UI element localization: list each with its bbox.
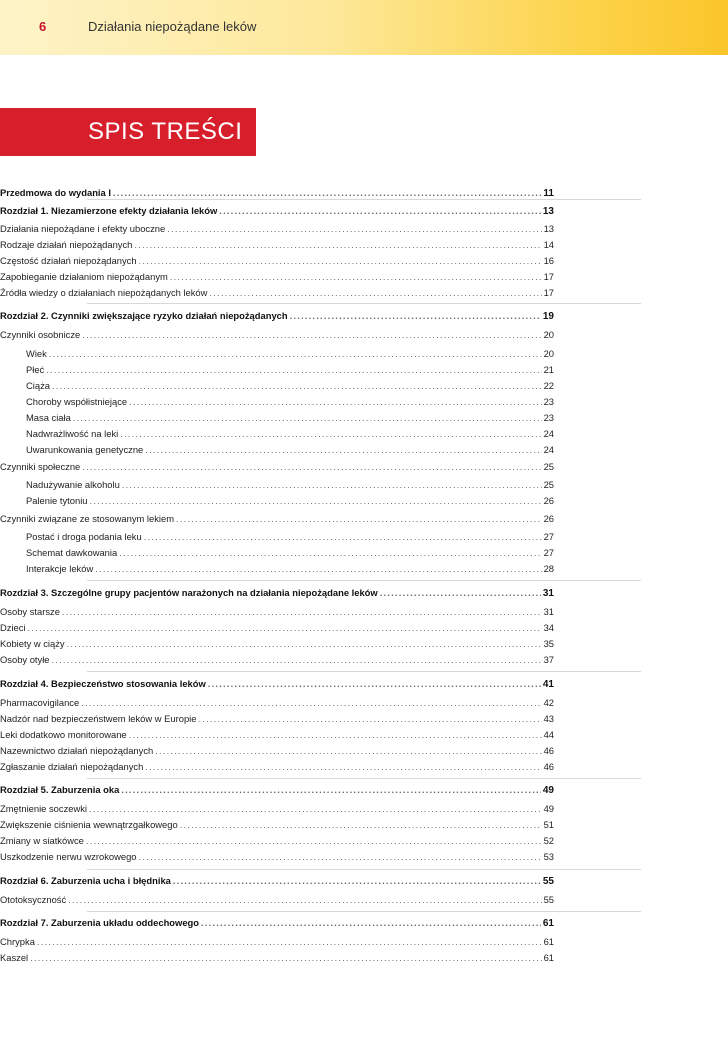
toc-leader-dots bbox=[37, 935, 542, 949]
toc-entry-label: Ciąża bbox=[26, 380, 50, 391]
toc-entry-page: 26 bbox=[543, 513, 554, 524]
toc-entry-label: Działania niepożądane i efekty uboczne bbox=[0, 223, 166, 234]
toc-leader-dots bbox=[49, 347, 542, 361]
title-banner bbox=[0, 108, 256, 156]
toc-subsection-entry[interactable] bbox=[26, 494, 554, 508]
toc-entry-page: 55 bbox=[542, 876, 554, 887]
page-number: 6 bbox=[39, 19, 47, 34]
toc-entry-page: 49 bbox=[542, 785, 554, 796]
toc-entry-label: Ototoksyczność bbox=[0, 894, 67, 905]
toc-leader-dots bbox=[67, 637, 542, 651]
toc-entry-label: Rozdział 6. Zaburzenia ucha i błędnika bbox=[0, 875, 171, 886]
toc-entry-label: Kaszel bbox=[0, 952, 29, 963]
toc-subsection-entry[interactable] bbox=[26, 478, 554, 492]
toc-chapter-entry[interactable] bbox=[0, 677, 554, 691]
toc-section-entry[interactable] bbox=[0, 728, 554, 742]
toc-leader-dots bbox=[52, 379, 542, 393]
toc-section-entry[interactable] bbox=[0, 935, 554, 949]
toc-entry-label: Nadużywanie alkoholu bbox=[26, 479, 120, 490]
toc-entry-label: Osoby otyłe bbox=[0, 654, 50, 665]
toc-entry-page: 55 bbox=[543, 894, 554, 905]
toc-entry-page: 35 bbox=[543, 638, 554, 649]
toc-subsection-entry[interactable] bbox=[26, 395, 554, 409]
toc-entry-label: Czynniki związane ze stosowanym lekiem bbox=[0, 513, 175, 524]
toc-leader-dots bbox=[201, 916, 541, 930]
toc-entry-label: Nadwrażliwość na leki bbox=[26, 428, 119, 439]
toc-entry-label: Zapobieganie działaniom niepożądanym bbox=[0, 271, 168, 282]
toc-entry-page: 17 bbox=[543, 287, 554, 298]
toc-entry-page: 61 bbox=[543, 952, 554, 963]
toc-entry-page: 42 bbox=[543, 697, 554, 708]
toc-entry-label: Masa ciała bbox=[26, 412, 71, 423]
toc-section-entry[interactable] bbox=[0, 712, 554, 726]
toc-section-entry[interactable] bbox=[0, 653, 554, 667]
toc-subsection-entry[interactable] bbox=[26, 443, 554, 457]
toc-entry-label: Rozdział 5. Zaburzenia oka bbox=[0, 784, 120, 795]
toc-entry-label: Rozdział 3. Szczególne grupy pacjentów narażonych na działania niepożądane leków bbox=[0, 587, 378, 598]
toc-entry-page: 22 bbox=[543, 380, 554, 391]
toc-entry-label: Czynniki społeczne bbox=[0, 461, 81, 472]
toc-section-entry[interactable] bbox=[0, 696, 554, 710]
toc-entry-label: Choroby współistniejące bbox=[26, 396, 128, 407]
toc-entry-page: 41 bbox=[542, 679, 554, 690]
toc-entry-page: 19 bbox=[542, 311, 554, 322]
toc-entry-page: 34 bbox=[543, 622, 554, 633]
toc-leader-dots bbox=[30, 951, 541, 965]
toc-separator bbox=[87, 778, 641, 779]
toc-entry-page: 20 bbox=[543, 348, 554, 359]
toc-entry-page: 24 bbox=[543, 444, 554, 455]
toc-entry-page: 26 bbox=[543, 495, 554, 506]
toc-leader-dots bbox=[46, 363, 541, 377]
toc-chapter-entry[interactable] bbox=[0, 586, 554, 600]
toc-section-entry[interactable] bbox=[0, 512, 554, 526]
toc-entry-page: 14 bbox=[543, 239, 554, 250]
toc-entry-label: Uwarunkowania genetyczne bbox=[26, 444, 144, 455]
toc-entry-label: Dzieci bbox=[0, 622, 26, 633]
toc-entry-page: 23 bbox=[543, 412, 554, 423]
toc-chapter-entry[interactable] bbox=[0, 309, 554, 323]
toc-section-entry[interactable] bbox=[0, 637, 554, 651]
toc-separator bbox=[87, 911, 641, 912]
toc-entry-label: Interakcje leków bbox=[26, 563, 94, 574]
toc-entry-page: 51 bbox=[543, 819, 554, 830]
toc-subsection-entry[interactable] bbox=[26, 562, 554, 576]
toc-subsection-entry[interactable] bbox=[26, 379, 554, 393]
toc-chapter-entry[interactable] bbox=[0, 783, 554, 797]
toc-subsection-entry[interactable] bbox=[26, 347, 554, 361]
toc-entry-page: 31 bbox=[543, 606, 554, 617]
toc-entry-page: 44 bbox=[543, 729, 554, 740]
toc-section-entry[interactable] bbox=[0, 744, 554, 758]
toc-leader-dots bbox=[145, 443, 541, 457]
toc-entry-page: 28 bbox=[543, 563, 554, 574]
toc-entry-page: 25 bbox=[543, 461, 554, 472]
toc-entry-label: Nazewnictwo działań niepożądanych bbox=[0, 745, 154, 756]
toc-leader-dots bbox=[134, 238, 541, 252]
toc-section-entry[interactable] bbox=[0, 850, 554, 864]
toc-entry-label: Uszkodzenie nerwu wzrokowego bbox=[0, 851, 137, 862]
toc-leader-dots bbox=[82, 328, 541, 342]
toc-leader-dots bbox=[290, 309, 541, 323]
toc-leader-dots bbox=[86, 834, 542, 848]
toc-leader-dots bbox=[209, 286, 541, 300]
toc-leader-dots bbox=[52, 653, 542, 667]
toc-entry-page: 25 bbox=[543, 479, 554, 490]
toc-entry-label: Częstość działań niepożądanych bbox=[0, 255, 137, 266]
toc-leader-dots bbox=[129, 395, 541, 409]
toc-entry-page: 24 bbox=[543, 428, 554, 439]
toc-leader-dots bbox=[62, 605, 542, 619]
toc-entry-page: 43 bbox=[543, 713, 554, 724]
toc-section-entry[interactable] bbox=[0, 254, 554, 268]
toc-entry-label: Przedmowa do wydania I bbox=[0, 187, 111, 198]
toc-entry-label: Postać i droga podania leku bbox=[26, 531, 142, 542]
toc-entry-label: Płeć bbox=[26, 364, 45, 375]
toc-entry-label: Rozdział 4. Bezpieczeństwo stosowania leków bbox=[0, 678, 206, 689]
toc-entry-label: Zmiany w siatkówce bbox=[0, 835, 84, 846]
toc-entry-label: Czynniki osobnicze bbox=[0, 329, 81, 340]
toc-leader-dots bbox=[144, 530, 542, 544]
toc-leader-dots bbox=[81, 696, 541, 710]
toc-entry-page: 31 bbox=[542, 588, 554, 599]
toc-entry-page: 49 bbox=[543, 803, 554, 814]
toc-leader-dots bbox=[139, 850, 542, 864]
toc-separator bbox=[87, 580, 641, 581]
toc-leader-dots bbox=[208, 677, 541, 691]
toc-leader-dots bbox=[73, 411, 542, 425]
toc-separator bbox=[87, 671, 641, 672]
toc-section-entry[interactable] bbox=[0, 270, 554, 284]
toc-leader-dots bbox=[28, 621, 542, 635]
toc-entry-page: 27 bbox=[543, 547, 554, 558]
toc-subsection-entry[interactable] bbox=[26, 546, 554, 560]
toc-section-entry[interactable] bbox=[0, 222, 554, 236]
toc-leader-dots bbox=[68, 893, 541, 907]
toc-leader-dots bbox=[113, 186, 541, 200]
toc-section-entry[interactable] bbox=[0, 818, 554, 832]
toc-leader-dots bbox=[180, 818, 542, 832]
toc-chapter-entry[interactable] bbox=[0, 916, 554, 930]
toc-entry-page: 53 bbox=[543, 851, 554, 862]
toc-entry-page: 46 bbox=[543, 761, 554, 772]
toc-entry-label: Pharmacovigilance bbox=[0, 697, 80, 708]
page-title: SPIS TREŚCI bbox=[88, 118, 243, 145]
toc-entry-page: 17 bbox=[543, 271, 554, 282]
toc-leader-dots bbox=[90, 494, 542, 508]
toc-leader-dots bbox=[176, 512, 542, 526]
toc-entry-label: Wiek bbox=[26, 348, 47, 359]
toc-entry-page: 37 bbox=[543, 654, 554, 665]
toc-leader-dots bbox=[173, 874, 541, 888]
toc-entry-page: 20 bbox=[543, 329, 554, 340]
toc-subsection-entry[interactable] bbox=[26, 363, 554, 377]
toc-section-entry[interactable] bbox=[0, 802, 554, 816]
running-title: Działania niepożądane leków bbox=[88, 19, 257, 34]
toc-entry-page: 46 bbox=[543, 745, 554, 756]
toc-section-entry[interactable] bbox=[0, 460, 554, 474]
toc-entry-label: Kobiety w ciąży bbox=[0, 638, 65, 649]
toc-entry-page: 21 bbox=[543, 364, 554, 375]
toc-entry-label: Zmętnienie soczewki bbox=[0, 803, 88, 814]
toc-leader-dots bbox=[119, 546, 541, 560]
toc-section-entry[interactable] bbox=[0, 834, 554, 848]
toc-leader-dots bbox=[219, 204, 541, 218]
toc-entry-label: Źródła wiedzy o działaniach niepożądanych leków bbox=[0, 287, 208, 298]
toc-leader-dots bbox=[198, 712, 541, 726]
toc-entry-label: Chrypka bbox=[0, 936, 35, 947]
toc-leader-dots bbox=[129, 728, 542, 742]
toc-entry-page: 61 bbox=[543, 936, 554, 947]
toc-leader-dots bbox=[155, 744, 541, 758]
toc-entry-label: Osoby starsze bbox=[0, 606, 60, 617]
toc-section-entry[interactable] bbox=[0, 286, 554, 300]
toc-entry-label: Palenie tytoniu bbox=[26, 495, 88, 506]
toc-section-entry[interactable] bbox=[0, 605, 554, 619]
toc-entry-label: Rozdział 7. Zaburzenia układu oddechowego bbox=[0, 917, 199, 928]
toc-entry-label: Zgłaszanie działań niepożądanych bbox=[0, 761, 144, 772]
toc-chapter-entry[interactable] bbox=[0, 186, 554, 200]
toc-leader-dots bbox=[167, 222, 541, 236]
toc-subsection-entry[interactable] bbox=[26, 427, 554, 441]
page-header bbox=[0, 0, 728, 55]
toc-chapter-entry[interactable] bbox=[0, 204, 554, 218]
toc-entry-page: 61 bbox=[542, 918, 554, 929]
toc-section-entry[interactable] bbox=[0, 951, 554, 965]
toc-entry-label: Leki dodatkowo monitorowane bbox=[0, 729, 127, 740]
toc-entry-page: 27 bbox=[543, 531, 554, 542]
toc-leader-dots bbox=[95, 562, 541, 576]
toc-leader-dots bbox=[170, 270, 542, 284]
toc-section-entry[interactable] bbox=[0, 238, 554, 252]
toc-entry-label: Rozdział 1. Niezamierzone efekty działania leków bbox=[0, 205, 218, 216]
toc-entry-page: 13 bbox=[542, 206, 554, 217]
toc-section-entry[interactable] bbox=[0, 328, 554, 342]
toc-leader-dots bbox=[380, 586, 541, 600]
toc-chapter-entry[interactable] bbox=[0, 874, 554, 888]
toc-entry-page: 52 bbox=[543, 835, 554, 846]
toc-subsection-entry[interactable] bbox=[26, 411, 554, 425]
toc-entry-label: Rodzaje działań niepożądanych bbox=[0, 239, 133, 250]
toc-leader-dots bbox=[120, 427, 541, 441]
toc-subsection-entry[interactable] bbox=[26, 530, 554, 544]
toc-entry-label: Nadzór nad bezpieczeństwem leków w Europie bbox=[0, 713, 197, 724]
toc-entry-page: 11 bbox=[543, 188, 554, 199]
toc-leader-dots bbox=[82, 460, 541, 474]
toc-leader-dots bbox=[89, 802, 542, 816]
toc-leader-dots bbox=[121, 783, 541, 797]
toc-entry-page: 16 bbox=[543, 255, 554, 266]
toc-entry-label: Rozdział 2. Czynniki zwiększające ryzyko działań niepożądanych bbox=[0, 310, 288, 321]
toc-entry-page: 13 bbox=[543, 223, 554, 234]
toc-section-entry[interactable] bbox=[0, 760, 554, 774]
toc-leader-dots bbox=[145, 760, 541, 774]
toc-separator bbox=[87, 303, 641, 304]
toc-entry-label: Schemat dawkowania bbox=[26, 547, 118, 558]
toc-entry-label: Zwiększenie ciśnienia wewnątrzgałkowego bbox=[0, 819, 178, 830]
toc-section-entry[interactable] bbox=[0, 621, 554, 635]
toc-entry-page: 23 bbox=[543, 396, 554, 407]
toc-leader-dots bbox=[122, 478, 542, 492]
toc-leader-dots bbox=[139, 254, 542, 268]
toc-separator bbox=[87, 869, 641, 870]
toc-section-entry[interactable] bbox=[0, 893, 554, 907]
